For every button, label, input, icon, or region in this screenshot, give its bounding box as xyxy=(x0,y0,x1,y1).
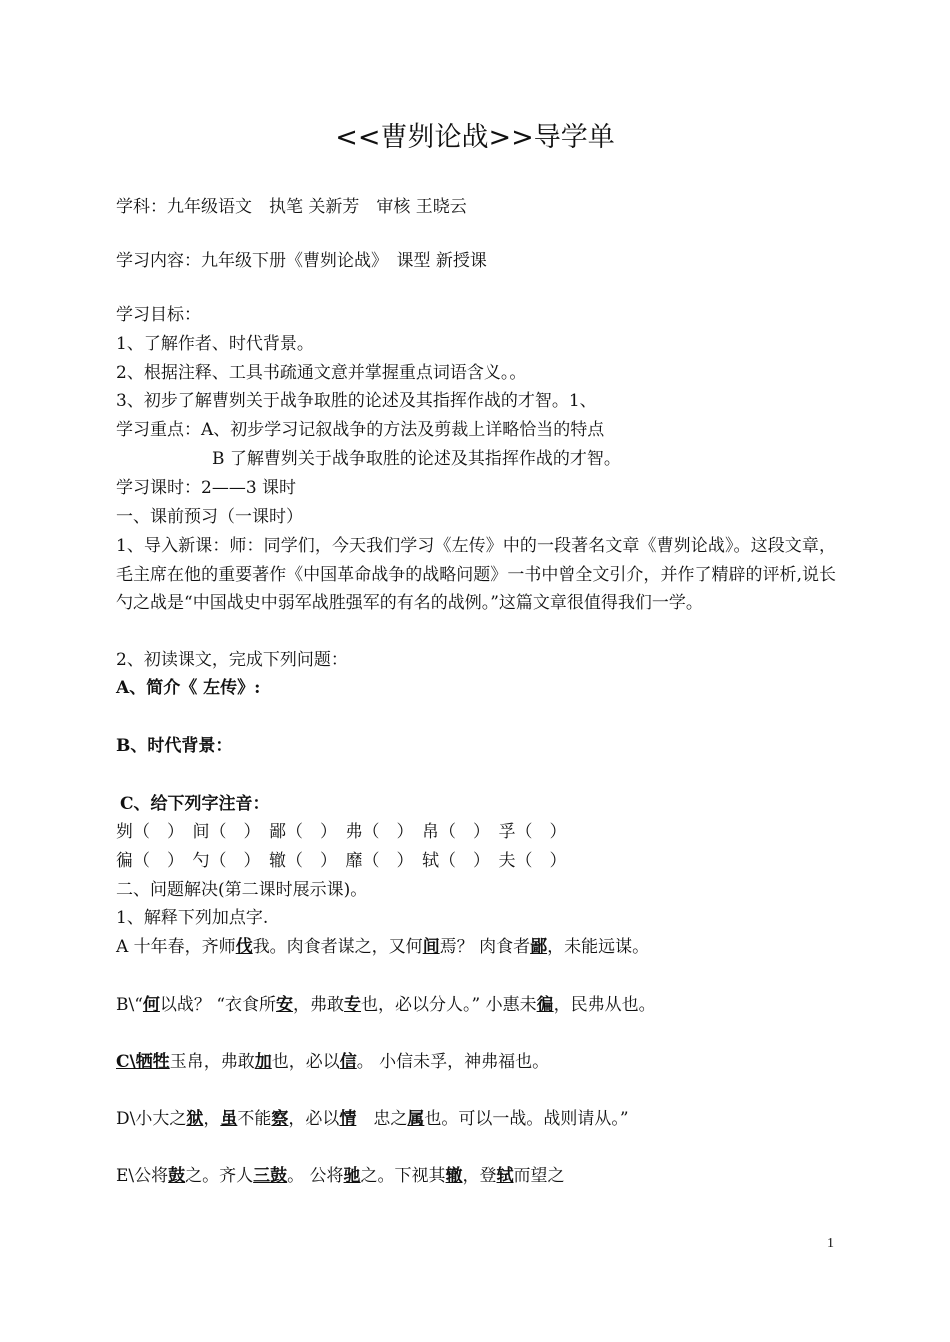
key-word: 鼓 xyxy=(168,1166,186,1186)
text: 忠之 xyxy=(356,1109,408,1129)
objectives-heading: 学习目标： xyxy=(116,305,201,325)
text: 也，必以分人。” 小惠未 xyxy=(361,995,537,1015)
text: ，登 xyxy=(462,1166,497,1186)
key-word: 加 xyxy=(254,1052,272,1072)
text: ，民弗从也。 xyxy=(553,995,656,1015)
text: 焉？ 肉食者 xyxy=(439,937,531,957)
page-title: <<曹刿论战>>导学单 xyxy=(335,122,615,153)
text: 玉帛，弗敢 xyxy=(169,1052,255,1072)
key-word: 属 xyxy=(407,1109,425,1129)
key-word: 鄙 xyxy=(530,937,548,957)
intro-paragraph: 1、导入新课：师：同学们，今天我们学习《左传》中的一段著名文章《曹刿论战》。这段文章，毛主席在他的重要著作《中国革命战争的战略问题》一书中曾全文引介，并作了精辟的评析,说长勺之战是“中国战史中弱军战胜强军的有名的战例。”这篇文章很值得我们一学。 xyxy=(116,536,836,614)
sentence-d xyxy=(116,1109,629,1129)
sentence-b xyxy=(116,995,656,1015)
key-word: 信 xyxy=(339,1052,357,1072)
read-task: 2、初读课文，完成下列问题： xyxy=(116,650,348,670)
text: E\公将 xyxy=(116,1166,169,1186)
text: 也，必以 xyxy=(271,1052,340,1072)
text: ，未能远谋。 xyxy=(547,937,650,957)
text: ，必以 xyxy=(288,1109,340,1129)
key-point-a: 学习重点：A、初步学习记叙战争的方法及剪裁上详略恰当的特点 xyxy=(116,420,605,440)
sentence-a xyxy=(116,937,649,957)
key-word: 辙 xyxy=(445,1166,463,1186)
key-word: 安 xyxy=(276,995,294,1015)
text: 之。齐人 xyxy=(185,1166,254,1186)
text: 以战？ “衣食所 xyxy=(159,995,277,1015)
text: 而望之 xyxy=(513,1166,565,1186)
subject-line: 学科：九年级语文 执笔 关新芳 审核 王晓云 xyxy=(116,197,467,217)
text: 也。可以一战。战则请从。” xyxy=(424,1109,629,1129)
text: 。 公将 xyxy=(287,1166,344,1186)
question-b: B、时代背景： xyxy=(116,736,233,756)
text: 我。肉食者谋之，又何 xyxy=(252,937,423,957)
key-word: 间 xyxy=(422,937,440,957)
sentence-e xyxy=(116,1166,565,1186)
text: A 十年春，齐师 xyxy=(116,937,236,957)
key-word: 何 xyxy=(142,995,160,1015)
text: ，弗敢 xyxy=(293,995,345,1015)
objective-item: 2、根据注释、工具书疏通文意并掌握重点词语含义。。 xyxy=(116,363,527,383)
question-a: A、简介《 左传》: xyxy=(116,678,261,698)
key-word: 狱 xyxy=(186,1109,204,1129)
text: 不能 xyxy=(237,1109,272,1129)
text: 。 小信未孚，神弗福也。 xyxy=(356,1052,550,1072)
question-c: C、给下列字注音： xyxy=(120,794,270,814)
key-word: 驰 xyxy=(343,1166,361,1186)
key-word: 察 xyxy=(271,1109,289,1129)
key-word: 徧 xyxy=(536,995,554,1015)
text: B\“ xyxy=(116,995,143,1015)
sentence-c xyxy=(116,1052,549,1072)
objective-item: 1、了解作者、时代背景。 xyxy=(116,334,314,354)
text: 之。下视其 xyxy=(360,1166,446,1186)
text: ， xyxy=(203,1109,221,1129)
section-heading-1: 一、课前预习（一课时） xyxy=(116,507,303,527)
key-word: 虽 xyxy=(220,1109,238,1129)
explain-task: 1、解释下列加点字. xyxy=(116,908,269,928)
pinyin-row: 刿（ ） 间（ ） 鄙（ ） 弗（ ） 帛（ ） 孚（ ） xyxy=(116,822,567,842)
text: D\小大之 xyxy=(116,1109,187,1129)
key-word: C\牺牲 xyxy=(116,1052,170,1072)
key-word: 伐 xyxy=(235,937,253,957)
objective-item: 3、初步了解曹刿关于战争取胜的论述及其指挥作战的才智。1、 xyxy=(116,391,597,411)
content-line: 学习内容：九年级下册《曹刿论战》 课型 新授课 xyxy=(116,251,487,271)
key-word: 专 xyxy=(344,995,362,1015)
key-point-b: B 了解曹刿关于战争取胜的论述及其指挥作战的才智。 xyxy=(212,449,621,469)
section-heading-2: 二、问题解决(第二课时展示课)。 xyxy=(116,880,368,900)
key-word: 三鼓 xyxy=(253,1166,288,1186)
key-word: 情 xyxy=(339,1109,357,1129)
pinyin-row: 徧（ ） 勺（ ） 辙（ ） 靡（ ） 轼（ ） 夫（ ） xyxy=(116,851,567,871)
page-number: 1 xyxy=(827,1236,834,1251)
key-word: 轼 xyxy=(496,1166,514,1186)
study-hours: 学习课时：2——3 课时 xyxy=(116,478,297,498)
